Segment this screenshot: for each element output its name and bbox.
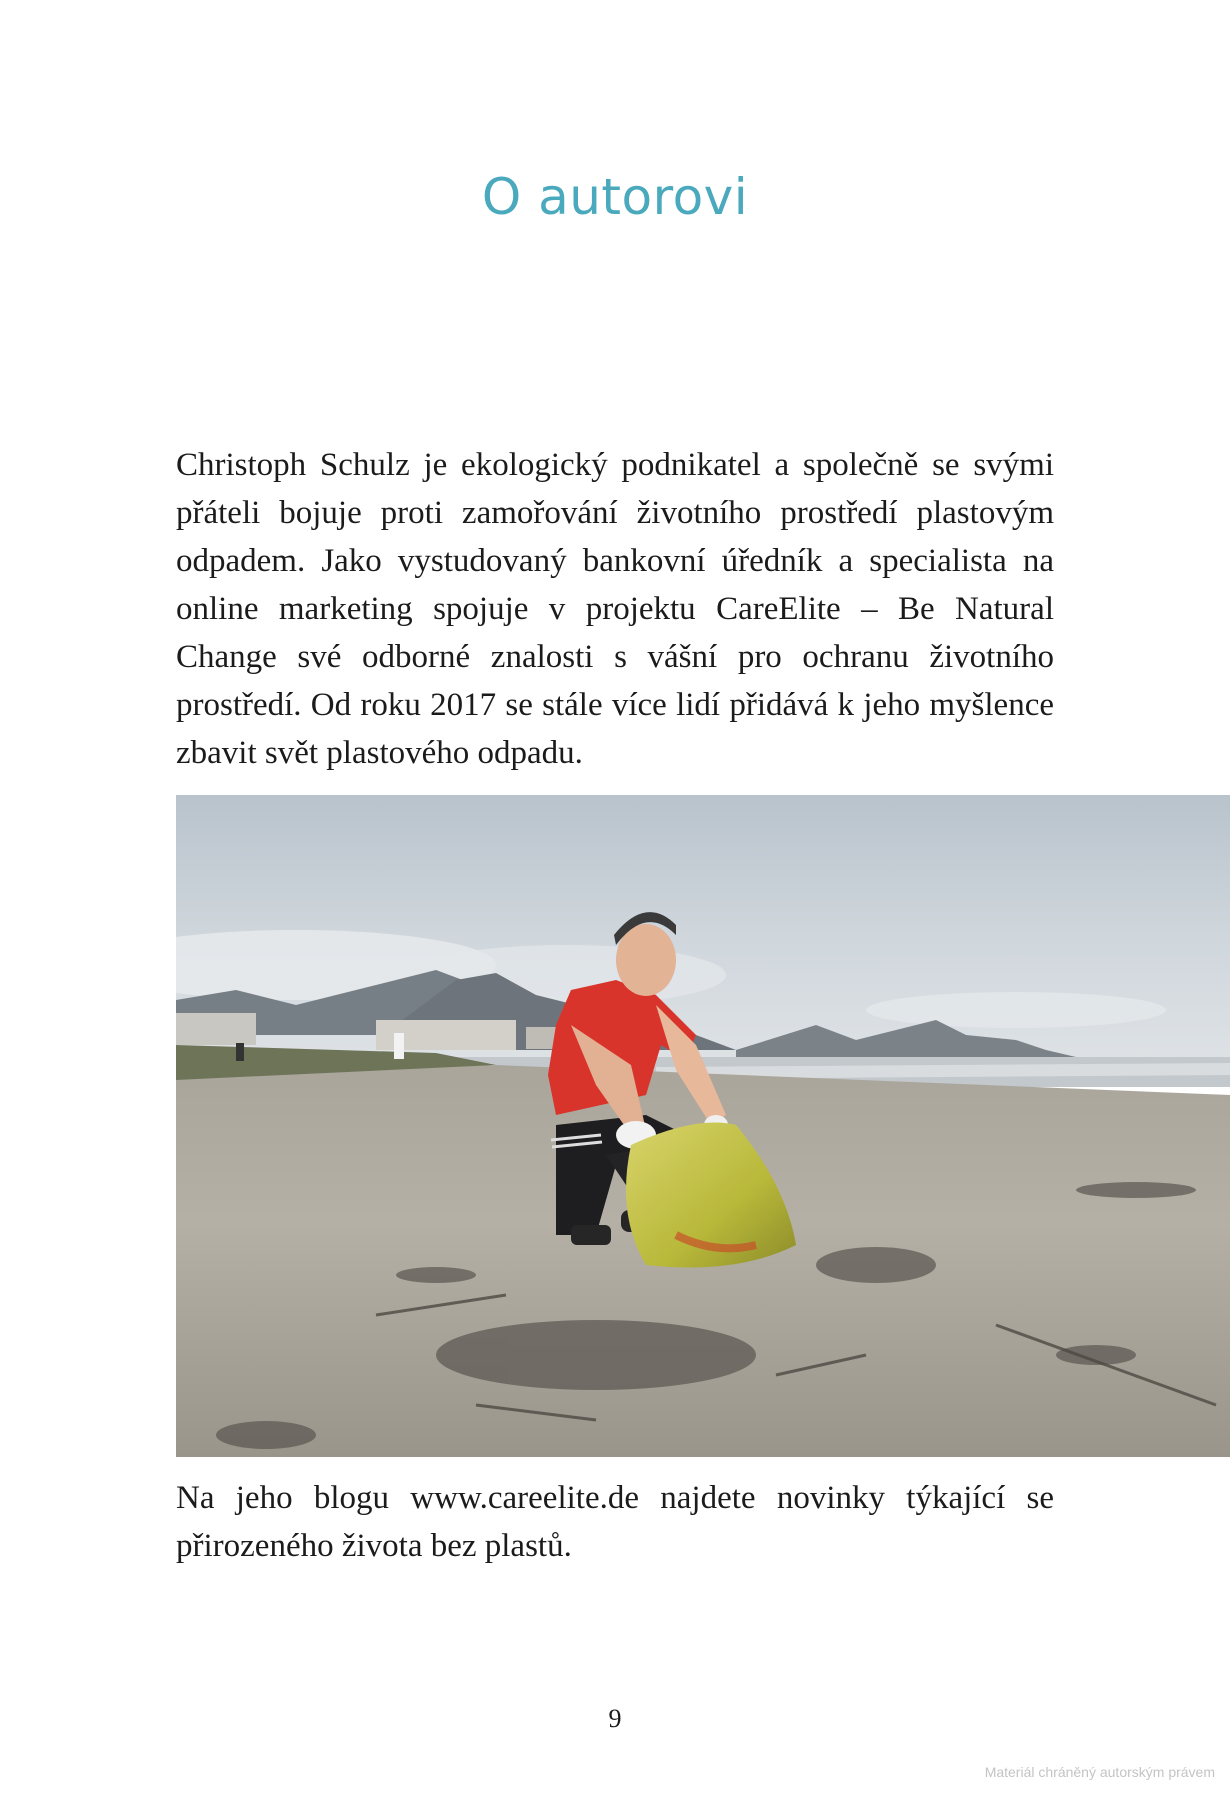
author-beach-cleanup-photo	[176, 795, 1230, 1457]
page-number: 9	[608, 1704, 622, 1733]
author-bio-paragraph: Christoph Schulz je ekologický podnikatel a společně se svými přáteli bojuje proti zamořování životního prostředí plastovým odpadem. Jako vystudovaný bankovní úředník a specialista na online marketing spojuje v projektu CareElite – Be Natural Change své odborné znalosti s vášní pro ochranu životního prostředí. Od roku 2017 se stále více lidí přidává k jeho myšlence zbavit svět plastového odpadu.	[176, 447, 1054, 771]
page-title: O autorovi	[481, 168, 749, 226]
blog-info-paragraph: Na jeho blogu www.careelite.de najdete novinky týkající se přirozeného života bez plastů.	[176, 1480, 1054, 1564]
copyright-watermark: Materiál chráněný autorským právem	[984, 1764, 1215, 1780]
